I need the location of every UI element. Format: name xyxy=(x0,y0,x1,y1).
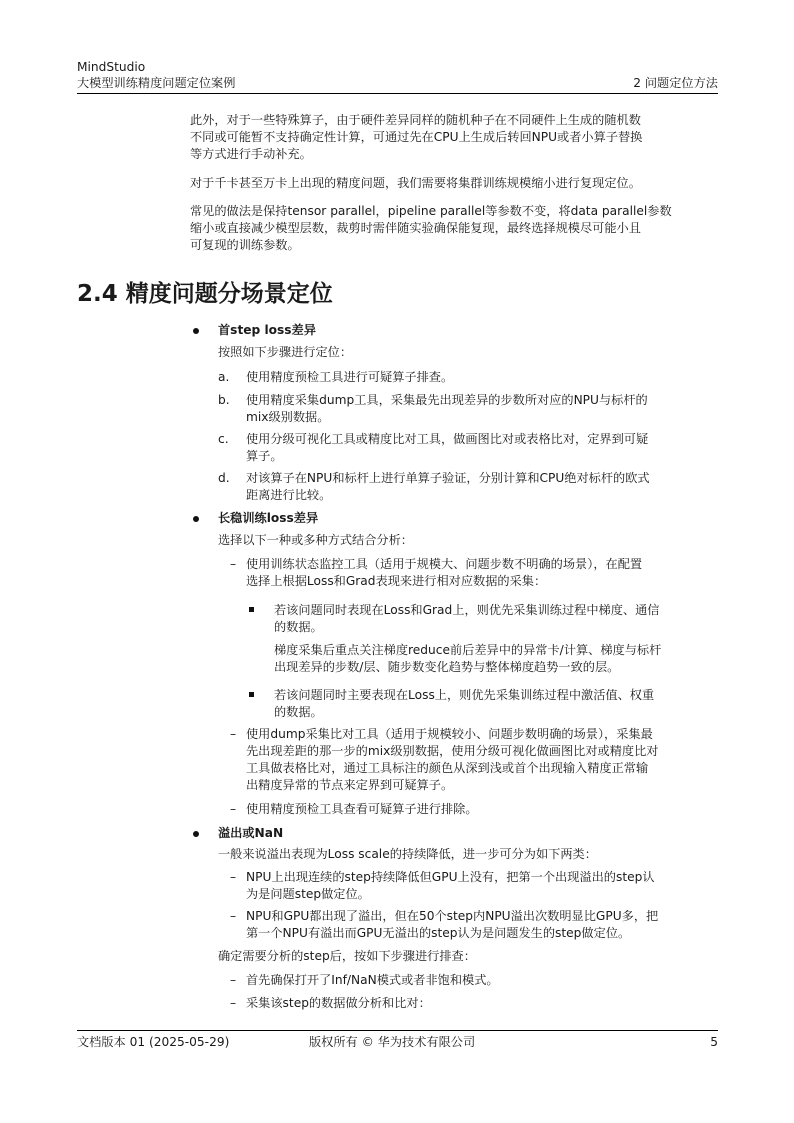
footer-rule xyxy=(77,1030,718,1031)
header-chapter: 2 问题定位方法 xyxy=(633,76,718,90)
square-bullet xyxy=(249,607,254,612)
step-text: 对该算子在NPU和标杆上进行单算子验证，分别计算和CPU绝对标杆的欧式 距离进行比较。 xyxy=(246,471,650,502)
dash-item-npu-gpu: NPU和GPU都出现了溢出，但在50个step内NPU溢出次数明显比GPU多，把 第一个NPU有溢出而GPU无溢出的step认为是问题发生的step做定位。 xyxy=(246,909,659,940)
footer-page-number: 5 xyxy=(710,1035,718,1049)
dash-marker: – xyxy=(230,802,237,816)
sub-item-loss-grad: 若该问题同时表现在Loss和Grad上，则优先采集训练过程中梯度、通信 的数据。 xyxy=(274,603,660,634)
bullet-dot xyxy=(193,831,199,837)
dash-item-dump-tool: 使用dump采集比对工具（适用于规模较小、问题步数明确的场景），采集最 先出现差距的那一步的mix级别数据，使用分级可视化做画图比对或精度比对 工具做表格比对，通过工具标注的颜色从深到浅或首个出现输入精度正常输 出精度异常的节点来定界到可疑算子。 xyxy=(246,727,659,792)
dash-marker: – xyxy=(230,973,237,987)
dash-item-precheck: 使用精度预检工具查看可疑算子进行排除。 xyxy=(246,802,478,816)
dash-marker: – xyxy=(230,557,237,571)
dash-marker: – xyxy=(230,909,237,923)
dash-item-npu-only: NPU上出现连续的step持续降低但GPU上没有，把第一个出现溢出的step认 为是问题step做定位。 xyxy=(246,870,655,901)
section-title: 2.4 精度问题分场景定位 xyxy=(77,281,333,307)
step-marker: d. xyxy=(218,471,230,485)
bullet-title-overflow-nan: 溢出或NaN xyxy=(218,826,284,840)
footer-version: 文档版本 01 (2025-05-29) xyxy=(77,1035,230,1049)
dash-marker: – xyxy=(230,727,237,741)
dash-marker: – xyxy=(230,996,237,1010)
step-text: 使用精度预检工具进行可疑算子排查。 xyxy=(246,370,454,384)
intro-paragraph-3: 常见的做法是保持tensor parallel，pipeline parallel等参数不变，将data parallel参数 缩小或直接减少模型层数，裁剪时需伴随实验确保能复现，最终选择规模尽可能小且 可复现的训练参数。 xyxy=(190,204,672,252)
bullet-title-long-run-loss: 长稳训练loss差异 xyxy=(218,511,319,525)
step-marker: b. xyxy=(218,393,230,407)
bullet-lead-2: 确定需要分析的step后，按如下步骤进行排查： xyxy=(218,949,476,963)
dash-item-collect: 采集该step的数据做分析和比对： xyxy=(246,996,431,1010)
header-doc-title: 大模型训练精度问题定位案例 xyxy=(77,76,236,90)
step-marker: a. xyxy=(218,370,230,384)
step-marker: c. xyxy=(218,432,229,446)
bullet-lead: 一般来说溢出表现为Loss scale的持续降低，进一步可分为如下两类： xyxy=(218,847,597,861)
bullet-dot xyxy=(193,328,199,334)
step-text: 使用精度采集dump工具，采集最先出现差异的步数所对应的NPU与标杆的 mix级别数据。 xyxy=(246,393,648,424)
intro-paragraph-2: 对于千卡甚至万卡上出现的精度问题，我们需要将集群训练规模缩小进行复现定位。 xyxy=(190,176,641,190)
bullet-dot xyxy=(193,516,199,522)
footer-copyright: 版权所有 © 华为技术有限公司 xyxy=(309,1035,476,1049)
dash-item-monitor-tool: 使用训练状态监控工具（适用于规模大、问题步数不明确的场景），在配置 选择上根据Loss和Grad表现来进行相对应数据的采集： xyxy=(246,557,643,588)
sub-item-note: 梯度采集后重点关注梯度reduce前后差异中的异常卡/计算、梯度与标杆 出现差异的步数/层、随步数变化趋势与整体梯度趋势一致的层。 xyxy=(274,643,662,674)
intro-paragraph-1: 此外，对于一些特殊算子，由于硬件差异同样的随机种子在不同硬件上生成的随机数 不同或可能暂不支持确定性计算，可通过先在CPU上生成后转回NPU或者小算子替换 等方式进行手动补充。 xyxy=(190,113,643,161)
step-text: 使用分级可视化工具或精度比对工具，做画图比对或表格比对，定界到可疑 算子。 xyxy=(246,432,649,463)
sub-item-loss-only: 若该问题同时主要表现在Loss上，则优先采集训练过程中激活值、权重 的数据。 xyxy=(274,688,655,719)
header-product: MindStudio xyxy=(77,60,146,74)
bullet-lead: 按照如下步骤进行定位： xyxy=(218,345,353,359)
bullet-lead: 选择以下一种或多种方式结合分析： xyxy=(218,533,413,547)
square-bullet xyxy=(249,692,254,697)
header-rule xyxy=(77,93,718,94)
bullet-title-first-step-loss: 首step loss差异 xyxy=(218,323,316,337)
dash-item-inf-nan: 首先确保打开了Inf/NaN模式或者非饱和模式。 xyxy=(246,973,499,987)
dash-marker: – xyxy=(230,870,237,884)
